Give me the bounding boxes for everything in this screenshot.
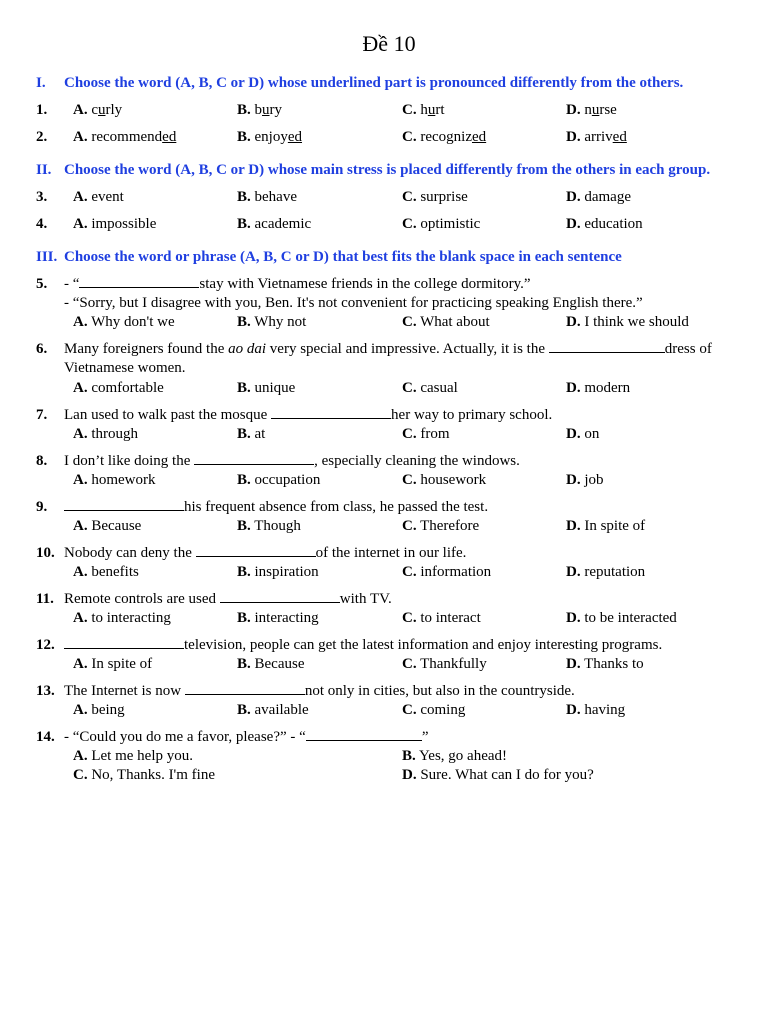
option-c[interactable]	[402, 128, 486, 146]
option-letter: B.	[237, 102, 251, 118]
option-d[interactable]: D. Sure. What can I do for you?	[402, 767, 594, 783]
option-letter: A.	[73, 189, 88, 205]
option-c[interactable]: C. Thankfully	[402, 656, 487, 672]
option-c[interactable]	[402, 101, 445, 119]
section-3-heading	[36, 249, 756, 266]
option-letter: B.	[237, 216, 251, 232]
option-text: arriv	[584, 129, 613, 145]
question-text: - “ stay with Vietnamese friends in the college dormitory.”	[64, 276, 531, 292]
question-text: Nobody can deny the of the internet in our life.	[64, 545, 467, 561]
answer-blank[interactable]	[194, 452, 314, 465]
question-number: 11.	[36, 591, 54, 607]
answer-blank[interactable]	[271, 406, 391, 419]
option-b[interactable]: B. Though	[237, 518, 301, 534]
option-text: h	[420, 102, 428, 118]
option-letter: D.	[566, 129, 581, 145]
option-letter: A.	[73, 216, 88, 232]
option-d[interactable]	[566, 188, 631, 206]
option-c[interactable]: C. information	[402, 564, 492, 580]
question-number: 4.	[36, 216, 48, 232]
answer-blank[interactable]	[549, 340, 665, 353]
section-number: I.	[36, 75, 46, 91]
option-letter: D.	[566, 102, 581, 118]
option-text: recommend	[91, 129, 163, 145]
page-title: Đề 10	[362, 31, 416, 56]
answer-blank[interactable]	[64, 498, 184, 511]
option-a[interactable]	[73, 188, 124, 206]
option-b[interactable]: B. unique	[237, 380, 296, 396]
question-number: 13.	[36, 683, 55, 699]
option-letter: C.	[402, 216, 417, 232]
option-d[interactable]	[566, 215, 643, 233]
option-a[interactable]: A. benefits	[73, 564, 139, 580]
question-number: 1.	[36, 102, 48, 118]
option-text: b	[254, 102, 263, 118]
answer-blank[interactable]	[220, 590, 340, 603]
option-text: c	[91, 102, 99, 118]
option-text: enjoy	[254, 129, 288, 145]
question-number: 6.	[36, 341, 48, 357]
question-number: 10.	[36, 545, 55, 561]
option-a[interactable]: A. comfortable	[73, 380, 164, 396]
option-text: rt	[435, 102, 445, 118]
question-text: Lan used to walk past the mosque her way to primary school.	[64, 407, 553, 423]
option-a[interactable]: A. to interacting	[73, 610, 171, 626]
option-b[interactable]: B. inspiration	[237, 564, 319, 580]
underlined-part: u	[427, 102, 436, 118]
option-letter: D.	[566, 189, 581, 205]
underlined-part: u	[591, 102, 600, 118]
option-b[interactable]	[237, 188, 297, 206]
option-a[interactable]: A. Why don't we	[73, 314, 175, 330]
option-c[interactable]	[402, 215, 480, 233]
underlined-part: ed	[162, 129, 177, 145]
underlined-part: ed	[612, 129, 627, 145]
option-a[interactable]	[73, 128, 176, 146]
option-a[interactable]: A. Because	[73, 518, 142, 534]
option-c[interactable]	[402, 188, 468, 206]
option-a[interactable]: A. through	[73, 426, 139, 442]
question-text: - “Could you do me a favor, please?” - “ ”	[64, 729, 429, 745]
question-text: television, people can get the latest information and enjoy interesting programs.	[64, 636, 662, 654]
answer-blank[interactable]	[196, 544, 316, 557]
option-c[interactable]: C. to interact	[402, 610, 481, 626]
option-text: education	[584, 216, 643, 232]
question-number: 5.	[36, 276, 48, 292]
question-number: 14.	[36, 729, 55, 745]
question-text: Many foreigners found the ao dai very special and impressive. Actually, it is the dress of	[64, 341, 712, 357]
answer-blank[interactable]	[64, 636, 184, 649]
underlined-part: u	[262, 102, 270, 118]
underlined-part: u	[98, 102, 106, 118]
option-a[interactable]: A. being	[73, 702, 125, 718]
option-a[interactable]: A. homework	[73, 472, 156, 488]
option-c[interactable]: C. coming	[402, 702, 466, 718]
question-text: his frequent absence from class, he passed the test.	[64, 498, 488, 516]
underlined-part: ed	[471, 129, 487, 145]
section-2-heading	[36, 162, 756, 179]
question-number: 12.	[36, 637, 55, 653]
option-letter: B.	[237, 129, 251, 145]
question-text: The Internet is now not only in cities, but also in the countryside.	[64, 683, 575, 699]
option-d[interactable]: D. to be interacted	[566, 610, 677, 626]
section-instruction: Choose the word (A, B, C or D) whose main stress is placed differently from the others in each group.	[64, 162, 711, 178]
option-d[interactable]: D. having	[566, 702, 626, 718]
option-c[interactable]: C. from	[402, 426, 450, 442]
option-d[interactable]: D. reputation	[566, 564, 646, 580]
option-c[interactable]: C. housework	[402, 472, 487, 488]
question-number: 9.	[36, 499, 48, 515]
option-letter: D.	[566, 216, 581, 232]
question-number: 2.	[36, 129, 48, 145]
option-b[interactable]	[237, 101, 282, 119]
option-b[interactable]: B. Why not	[237, 314, 307, 330]
option-text: damage	[584, 189, 631, 205]
option-c[interactable]: C. casual	[402, 380, 458, 396]
option-b[interactable]: B. occupation	[237, 472, 321, 488]
option-text: n	[584, 102, 592, 118]
option-text: optimistic	[420, 216, 481, 232]
option-d[interactable]	[566, 101, 617, 119]
option-c[interactable]: C. What about	[402, 314, 490, 330]
section-number: II.	[36, 162, 52, 178]
option-text: academic	[254, 216, 312, 232]
option-letter: C.	[402, 129, 417, 145]
option-letter: C.	[402, 102, 417, 118]
option-b[interactable]: B. available	[237, 702, 309, 718]
option-text: rly	[105, 102, 123, 118]
option-b[interactable]: B. Yes, go ahead!	[402, 748, 508, 764]
option-a[interactable]	[73, 101, 122, 119]
option-text: behave	[254, 189, 297, 205]
option-d[interactable]	[566, 128, 627, 146]
option-a[interactable]	[73, 215, 156, 233]
option-c[interactable]: C. No, Thanks. I'm fine	[73, 767, 215, 783]
underlined-part: ed	[287, 129, 303, 145]
option-text: surprise	[420, 189, 468, 205]
option-a[interactable]: A. Let me help you.	[73, 748, 193, 764]
question-number: 7.	[36, 407, 48, 423]
option-letter: A.	[73, 102, 88, 118]
question-number: 3.	[36, 189, 48, 205]
option-b[interactable]: B. interacting	[237, 610, 319, 626]
question-text: I don’t like doing the , especially cleaning the windows.	[64, 453, 520, 469]
option-letter: B.	[237, 189, 251, 205]
option-d[interactable]: D. I think we should	[566, 314, 689, 330]
option-d[interactable]: D. Thanks to	[566, 656, 644, 672]
option-text: recogniz	[420, 129, 472, 145]
option-d[interactable]: D. on	[566, 426, 600, 442]
option-b[interactable]	[237, 215, 311, 233]
option-d[interactable]: D. In spite of	[566, 518, 646, 534]
section-number: III.	[36, 249, 58, 265]
section-instruction: Choose the word or phrase (A, B, C or D) that best fits the blank space in each sentence	[64, 249, 622, 265]
section-1-heading	[36, 75, 756, 92]
question-text-line-2: Vietnamese women.	[64, 360, 186, 376]
answer-blank[interactable]	[306, 728, 422, 741]
answer-blank[interactable]	[185, 682, 305, 695]
option-b[interactable]: B. Because	[237, 656, 305, 672]
option-text: impossible	[91, 216, 157, 232]
option-text: rse	[599, 102, 617, 118]
option-letter: A.	[73, 129, 88, 145]
option-b[interactable]: B. at	[237, 426, 266, 442]
option-text: event	[91, 189, 124, 205]
option-d[interactable]: D. modern	[566, 380, 631, 396]
option-c[interactable]: C. Therefore	[402, 518, 480, 534]
option-text: ry	[269, 102, 283, 118]
option-a[interactable]: A. In spite of	[73, 656, 153, 672]
option-letter: C.	[402, 189, 417, 205]
question-text: Remote controls are used with TV.	[64, 591, 392, 607]
question-text-line-2: - “Sorry, but I disagree with you, Ben. It's not convenient for practicing speaking English there.”	[64, 295, 643, 311]
answer-blank[interactable]	[79, 275, 199, 288]
question-number: 8.	[36, 453, 48, 469]
section-instruction: Choose the word (A, B, C or D) whose underlined part is pronounced differently from the others.	[64, 75, 684, 91]
option-d[interactable]: D. job	[566, 472, 604, 488]
option-b[interactable]	[237, 128, 302, 146]
